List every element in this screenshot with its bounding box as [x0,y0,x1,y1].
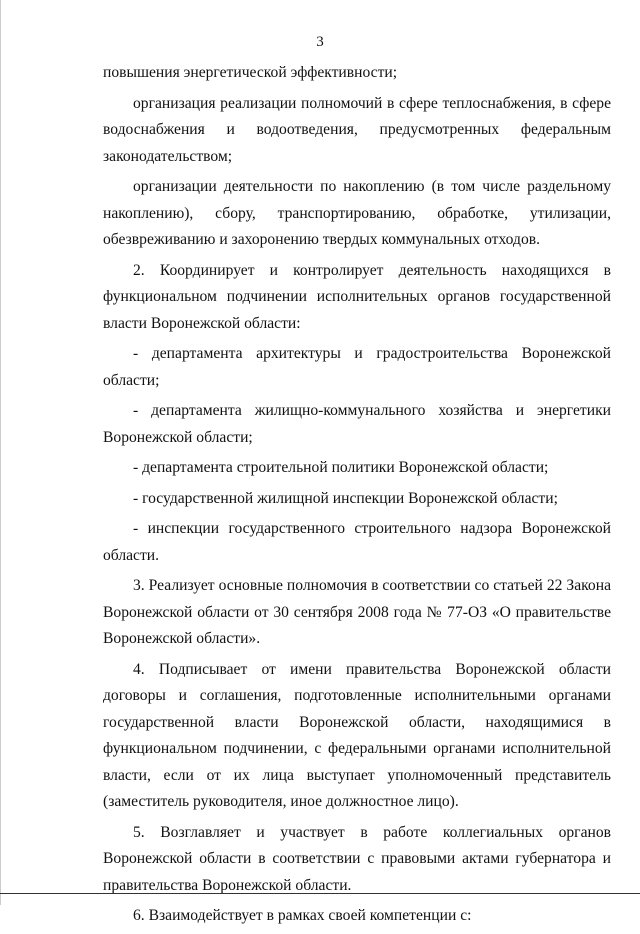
paragraph-heat-supply: организация реализации полномочий в сфере теплоснабжения, в сфере водоснабжения и водоотведения, предусмотренных федеральным законодательством; [103,94,611,165]
paragraph-item-2: 2. Координирует и контролирует деятельность находящихся в функциональном подчинении исполнительных органов государственной власти Воронежской области: [103,261,611,332]
page-number: 3 [316,34,324,50]
list-item-housing-inspection: - государственной жилищной инспекции Воронежской области; [133,489,558,507]
paragraph-item-6: 6. Взаимодействует в рамках своей компетенции с: [133,907,472,924]
paragraph-item-4: 4. Подписывает от имени правительства Воронежской области договоры и соглашения, подготовленные исполнительными органами государственной власти Воронежской области, находящимися в функциональном подчинении, с федеральными органами исполнительной власти, если от их лица выступает уполномоченный представитель (заместитель руководителя, иное должностное лицо). [103,660,611,810]
paragraph-energy-efficiency: повышения энергетической эффективности; [103,64,398,81]
list-item-construction-policy: - департамента строительной политики Воронежской области; [133,459,549,476]
list-item-architecture: - департамента архитектуры и градостроительства Воронежской области; [103,345,611,389]
scan-bottom-border [0,893,640,894]
document-body [103,60,611,934]
paragraph-item-3: 3. Реализует основные полномочия в соответствии со статьей 22 Закона Воронежской области от 30 сентября 2008 года № 77-ОЗ «О правительстве Воронежской области». [103,577,611,647]
list-item-housing-energy: - департамента жилищно-коммунального хозяйства и энергетики Воронежской области; [103,402,611,446]
paragraph-waste-management: организации деятельности по накоплению (в том числе раздельному накоплению), сбору, транспортированию, обработке, утилизации, обезвреживанию и захоронению твердых коммунальных отходов. [103,178,611,248]
scan-edge [0,0,1,905]
paragraph-item-5: 5. Возглавляет и участвует в работе коллегиальных органов Воронежской области в соответствии с правовыми актами губернатора и правительства Воронежской области. [103,823,611,894]
list-item-construction-supervision: - инспекции государственного строительного надзора Воронежской области. [103,520,611,564]
